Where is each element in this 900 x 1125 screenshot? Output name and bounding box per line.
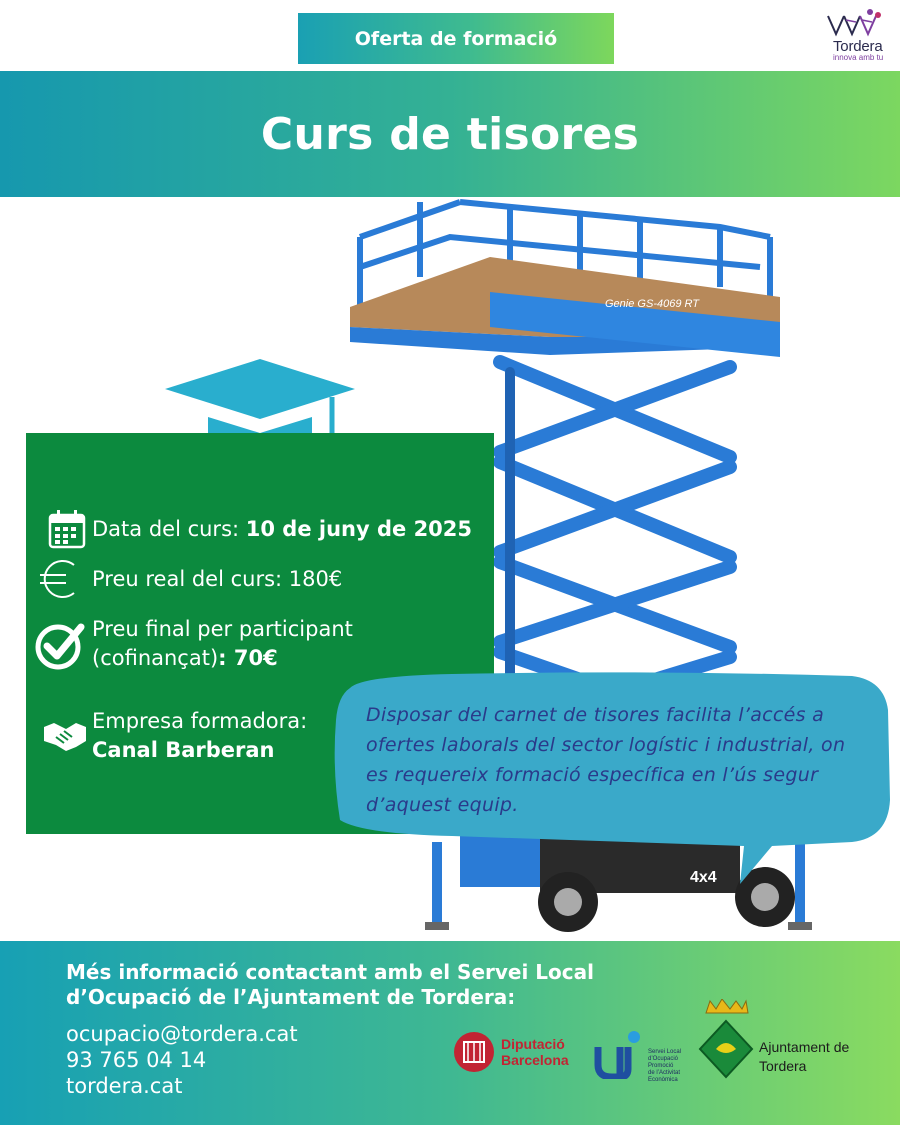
euro-icon xyxy=(38,557,80,601)
servei-local-label: Servei Local d’Ocupació Promoció de l’Activitat Econòmica xyxy=(648,1049,682,1083)
contact-web[interactable]: tordera.cat xyxy=(66,1074,183,1098)
footer xyxy=(0,941,900,1125)
real-price: Preu real del curs: 180€ xyxy=(92,567,343,591)
contact-phone[interactable]: 93 765 04 14 xyxy=(66,1048,207,1072)
footer-heading: Més informació contactant amb el Servei Local d’Ocupació de l’Ajuntament de Tordera: xyxy=(66,960,594,1009)
final-price: Preu final per participant (cofinançat): 70€ xyxy=(92,617,353,670)
bubble-text: Disposar del carnet de tisores facilita l’accés a ofertes laborals del sector logístic i industrial, on es requereix formació específica en l’ús segur d’aquest equip. xyxy=(366,704,846,816)
title-band xyxy=(0,71,900,197)
diputacio-seal-icon xyxy=(453,1031,495,1073)
handshake-icon xyxy=(42,717,88,753)
course-date: Data del curs: 10 de juny de 2025 xyxy=(92,517,473,541)
check-circle-icon xyxy=(34,619,86,671)
machine-badge: 4x4 xyxy=(690,869,717,886)
machine-model-label: Genie GS-4069 RT xyxy=(605,298,699,310)
servei-local-logo-icon xyxy=(594,1029,644,1079)
contact-email[interactable]: ocupacio@tordera.cat xyxy=(66,1022,298,1046)
diputacio-label: Diputació Barcelona xyxy=(501,1036,569,1068)
brand-tagline: innova amb tu xyxy=(833,53,884,62)
ajuntament-coat-of-arms-icon xyxy=(698,999,754,1083)
offer-tag xyxy=(298,13,614,64)
brand-name: Tordera xyxy=(833,38,883,55)
calendar-icon xyxy=(48,509,86,549)
ajuntament-label: Ajuntament de Tordera xyxy=(759,1039,850,1074)
offer-tag-label: Oferta de formació xyxy=(354,27,558,50)
training-company: Empresa formadora: Canal Barberan xyxy=(92,709,308,762)
page-title: Curs de tisores xyxy=(260,108,640,160)
